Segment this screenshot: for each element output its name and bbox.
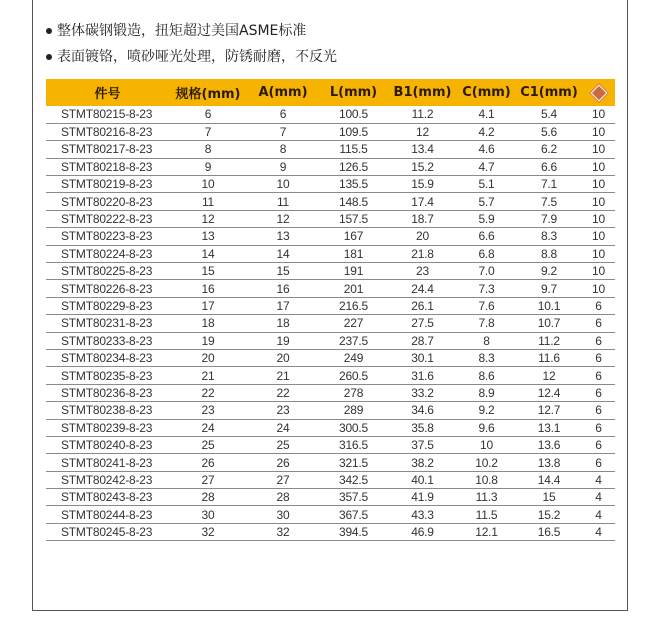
cell-size: 20 <box>169 349 247 366</box>
cell-l: 109.5 <box>319 123 388 140</box>
cell-c: 8.3 <box>457 349 516 366</box>
cell-part-no: STMT80234-8-23 <box>46 349 169 366</box>
cell-l: 249 <box>319 349 388 366</box>
cell-a: 24 <box>247 419 319 436</box>
cell-part-no: STMT80231-8-23 <box>46 315 169 332</box>
cell-part-no: STMT80216-8-23 <box>46 123 169 140</box>
cell-c1: 14.4 <box>516 471 582 488</box>
cell-c1: 16.5 <box>516 523 582 540</box>
cell-size: 13 <box>169 228 247 245</box>
cell-part-no: STMT80238-8-23 <box>46 402 169 419</box>
table-row <box>46 315 615 332</box>
cell-l: 157.5 <box>319 210 388 227</box>
cell-c1: 10.7 <box>516 315 582 332</box>
cell-size: 12 <box>169 210 247 227</box>
cell-size: 17 <box>169 297 247 314</box>
cell-part-no: STMT80239-8-23 <box>46 419 169 436</box>
cell-b1: 30.1 <box>388 349 457 366</box>
cell-size: 7 <box>169 123 247 140</box>
cell-pack-qty: 4 <box>582 471 615 488</box>
cell-part-no: STMT80223-8-23 <box>46 228 169 245</box>
cell-c1: 10.1 <box>516 297 582 314</box>
cell-c: 11.3 <box>457 489 516 506</box>
cell-part-no: STMT80218-8-23 <box>46 158 169 175</box>
cell-a: 26 <box>247 454 319 471</box>
cell-c: 9.6 <box>457 419 516 436</box>
header-part-no: 件号 <box>94 87 121 102</box>
spec-table <box>46 79 615 541</box>
table-row <box>46 193 615 210</box>
cell-l: 394.5 <box>319 523 388 540</box>
cell-b1: 43.3 <box>388 506 457 523</box>
cell-pack-qty: 4 <box>582 506 615 523</box>
cell-b1: 17.4 <box>388 193 457 210</box>
header-c1: C1(mm) <box>520 85 578 100</box>
cell-part-no: STMT80229-8-23 <box>46 297 169 314</box>
cell-pack-qty: 10 <box>582 210 615 227</box>
cell-c: 5.9 <box>457 210 516 227</box>
cell-b1: 31.6 <box>388 367 457 384</box>
table-row <box>46 106 615 123</box>
cell-pack-qty: 6 <box>582 402 615 419</box>
cell-b1: 26.1 <box>388 297 457 314</box>
cell-pack-qty: 10 <box>582 176 615 193</box>
cell-a: 12 <box>247 210 319 227</box>
cell-a: 27 <box>247 471 319 488</box>
cell-b1: 15.2 <box>388 158 457 175</box>
cell-part-no: STMT80219-8-23 <box>46 176 169 193</box>
cell-c1: 12.4 <box>516 384 582 401</box>
cell-pack-qty: 6 <box>582 332 615 349</box>
cell-l: 100.5 <box>319 106 388 123</box>
cell-c: 4.1 <box>457 106 516 123</box>
cell-size: 25 <box>169 436 247 453</box>
cell-size: 23 <box>169 402 247 419</box>
cell-part-no: STMT80225-8-23 <box>46 263 169 280</box>
feature-list <box>46 18 337 70</box>
bullet-dot-icon <box>46 54 52 60</box>
cell-b1: 11.2 <box>388 106 457 123</box>
cell-c1: 5.4 <box>516 106 582 123</box>
cell-c1: 15 <box>516 489 582 506</box>
cell-l: 216.5 <box>319 297 388 314</box>
cell-c1: 15.2 <box>516 506 582 523</box>
cell-a: 18 <box>247 315 319 332</box>
cell-c1: 7.1 <box>516 176 582 193</box>
cell-b1: 20 <box>388 228 457 245</box>
cell-b1: 34.6 <box>388 402 457 419</box>
cell-c: 8.9 <box>457 384 516 401</box>
cell-b1: 12 <box>388 123 457 140</box>
cell-pack-qty: 10 <box>582 228 615 245</box>
cell-pack-qty: 6 <box>582 419 615 436</box>
cell-part-no: STMT80243-8-23 <box>46 489 169 506</box>
package-diamond-icon <box>590 84 607 101</box>
cell-b1: 37.5 <box>388 436 457 453</box>
cell-pack-qty: 10 <box>582 158 615 175</box>
cell-pack-qty: 4 <box>582 523 615 540</box>
cell-c1: 11.2 <box>516 332 582 349</box>
table-row <box>46 210 615 227</box>
cell-pack-qty: 6 <box>582 349 615 366</box>
cell-l: 300.5 <box>319 419 388 436</box>
cell-l: 181 <box>319 245 388 262</box>
cell-a: 13 <box>247 228 319 245</box>
header-l: L(mm) <box>329 85 378 100</box>
cell-pack-qty: 10 <box>582 263 615 280</box>
cell-c: 8.6 <box>457 367 516 384</box>
cell-part-no: STMT80236-8-23 <box>46 384 169 401</box>
cell-size: 6 <box>169 106 247 123</box>
cell-b1: 23 <box>388 263 457 280</box>
cell-l: 260.5 <box>319 367 388 384</box>
cell-size: 26 <box>169 454 247 471</box>
table-row <box>46 419 615 436</box>
table-row <box>46 506 615 523</box>
cell-size: 18 <box>169 315 247 332</box>
cell-b1: 38.2 <box>388 454 457 471</box>
cell-size: 32 <box>169 523 247 540</box>
cell-c1: 13.8 <box>516 454 582 471</box>
cell-part-no: STMT80222-8-23 <box>46 210 169 227</box>
cell-l: 135.5 <box>319 176 388 193</box>
cell-part-no: STMT80220-8-23 <box>46 193 169 210</box>
cell-a: 28 <box>247 489 319 506</box>
cell-a: 7 <box>247 123 319 140</box>
feature-text: 整体碳钢锻造，扭矩超过美国ASME标准 <box>57 23 307 39</box>
cell-l: 237.5 <box>319 332 388 349</box>
cell-c: 11.5 <box>457 506 516 523</box>
cell-part-no: STMT80224-8-23 <box>46 245 169 262</box>
cell-l: 167 <box>319 228 388 245</box>
cell-l: 115.5 <box>319 141 388 158</box>
cell-a: 20 <box>247 349 319 366</box>
cell-c1: 6.2 <box>516 141 582 158</box>
header-c: C(mm) <box>462 85 511 100</box>
cell-a: 9 <box>247 158 319 175</box>
cell-size: 30 <box>169 506 247 523</box>
cell-c1: 8.3 <box>516 228 582 245</box>
cell-a: 8 <box>247 141 319 158</box>
cell-size: 16 <box>169 280 247 297</box>
cell-l: 201 <box>319 280 388 297</box>
cell-c1: 8.8 <box>516 245 582 262</box>
table-row <box>46 523 615 540</box>
cell-pack-qty: 10 <box>582 123 615 140</box>
cell-pack-qty: 10 <box>582 245 615 262</box>
cell-c: 7.8 <box>457 315 516 332</box>
cell-pack-qty: 6 <box>582 297 615 314</box>
table-row <box>46 176 615 193</box>
table-row <box>46 402 615 419</box>
cell-c1: 7.5 <box>516 193 582 210</box>
cell-size: 9 <box>169 158 247 175</box>
cell-part-no: STMT80241-8-23 <box>46 454 169 471</box>
cell-pack-qty: 4 <box>582 489 615 506</box>
cell-l: 342.5 <box>319 471 388 488</box>
cell-size: 21 <box>169 367 247 384</box>
cell-c: 10.8 <box>457 471 516 488</box>
table-row <box>46 489 615 506</box>
table-row <box>46 332 615 349</box>
cell-l: 191 <box>319 263 388 280</box>
cell-b1: 46.9 <box>388 523 457 540</box>
cell-part-no: STMT80245-8-23 <box>46 523 169 540</box>
cell-c1: 13.6 <box>516 436 582 453</box>
cell-size: 10 <box>169 176 247 193</box>
cell-a: 23 <box>247 402 319 419</box>
cell-c: 4.7 <box>457 158 516 175</box>
cell-l: 148.5 <box>319 193 388 210</box>
cell-pack-qty: 10 <box>582 106 615 123</box>
cell-part-no: STMT80240-8-23 <box>46 436 169 453</box>
cell-pack-qty: 10 <box>582 141 615 158</box>
header-b1: B1(mm) <box>393 85 452 100</box>
cell-b1: 28.7 <box>388 332 457 349</box>
cell-a: 22 <box>247 384 319 401</box>
cell-b1: 33.2 <box>388 384 457 401</box>
cell-b1: 15.9 <box>388 176 457 193</box>
cell-part-no: STMT80244-8-23 <box>46 506 169 523</box>
cell-c: 10.2 <box>457 454 516 471</box>
table-row <box>46 384 615 401</box>
cell-size: 14 <box>169 245 247 262</box>
cell-a: 6 <box>247 106 319 123</box>
cell-l: 126.5 <box>319 158 388 175</box>
cell-size: 15 <box>169 263 247 280</box>
cell-c: 5.1 <box>457 176 516 193</box>
cell-pack-qty: 6 <box>582 436 615 453</box>
cell-pack-qty: 10 <box>582 193 615 210</box>
cell-part-no: STMT80226-8-23 <box>46 280 169 297</box>
header-size: 规格(mm) <box>175 87 241 102</box>
cell-pack-qty: 6 <box>582 384 615 401</box>
cell-c: 6.8 <box>457 245 516 262</box>
cell-a: 10 <box>247 176 319 193</box>
cell-l: 367.5 <box>319 506 388 523</box>
cell-c: 8 <box>457 332 516 349</box>
cell-size: 24 <box>169 419 247 436</box>
header-a: A(mm) <box>258 85 308 100</box>
table-row <box>46 471 615 488</box>
header-pack-qty <box>582 79 615 106</box>
cell-pack-qty: 6 <box>582 315 615 332</box>
cell-c1: 9.7 <box>516 280 582 297</box>
cell-c1: 12.7 <box>516 402 582 419</box>
cell-c: 5.7 <box>457 193 516 210</box>
cell-part-no: STMT80235-8-23 <box>46 367 169 384</box>
cell-c: 12.1 <box>457 523 516 540</box>
cell-a: 14 <box>247 245 319 262</box>
cell-l: 357.5 <box>319 489 388 506</box>
feature-item <box>46 44 337 70</box>
table-row <box>46 123 615 140</box>
cell-c1: 9.2 <box>516 263 582 280</box>
cell-l: 289 <box>319 402 388 419</box>
cell-c: 4.6 <box>457 141 516 158</box>
cell-b1: 41.9 <box>388 489 457 506</box>
cell-a: 25 <box>247 436 319 453</box>
cell-a: 16 <box>247 280 319 297</box>
cell-c1: 6.6 <box>516 158 582 175</box>
table-row <box>46 349 615 366</box>
cell-c: 9.2 <box>457 402 516 419</box>
table-row <box>46 367 615 384</box>
cell-part-no: STMT80217-8-23 <box>46 141 169 158</box>
cell-part-no: STMT80242-8-23 <box>46 471 169 488</box>
cell-size: 8 <box>169 141 247 158</box>
cell-b1: 40.1 <box>388 471 457 488</box>
table-header-row <box>46 79 615 106</box>
cell-part-no: STMT80233-8-23 <box>46 332 169 349</box>
cell-a: 15 <box>247 263 319 280</box>
cell-a: 19 <box>247 332 319 349</box>
cell-l: 321.5 <box>319 454 388 471</box>
cell-pack-qty: 6 <box>582 454 615 471</box>
cell-c: 10 <box>457 436 516 453</box>
cell-b1: 18.7 <box>388 210 457 227</box>
table-row <box>46 228 615 245</box>
table-row <box>46 245 615 262</box>
cell-a: 30 <box>247 506 319 523</box>
cell-b1: 35.8 <box>388 419 457 436</box>
cell-b1: 21.8 <box>388 245 457 262</box>
cell-c1: 11.6 <box>516 349 582 366</box>
cell-c1: 5.6 <box>516 123 582 140</box>
cell-c: 6.6 <box>457 228 516 245</box>
cell-pack-qty: 10 <box>582 280 615 297</box>
feature-item <box>46 18 337 44</box>
cell-c1: 12 <box>516 367 582 384</box>
cell-size: 28 <box>169 489 247 506</box>
cell-c: 7.3 <box>457 280 516 297</box>
cell-l: 316.5 <box>319 436 388 453</box>
cell-c: 4.2 <box>457 123 516 140</box>
cell-pack-qty: 6 <box>582 367 615 384</box>
cell-size: 22 <box>169 384 247 401</box>
cell-c1: 13.1 <box>516 419 582 436</box>
feature-text: 表面镀铬，喷砂哑光处理，防锈耐磨，不反光 <box>57 49 337 65</box>
cell-a: 11 <box>247 193 319 210</box>
cell-a: 21 <box>247 367 319 384</box>
cell-c: 7.6 <box>457 297 516 314</box>
cell-b1: 27.5 <box>388 315 457 332</box>
cell-size: 19 <box>169 332 247 349</box>
cell-size: 27 <box>169 471 247 488</box>
cell-c: 7.0 <box>457 263 516 280</box>
table-row <box>46 141 615 158</box>
bullet-dot-icon <box>46 28 52 34</box>
cell-c1: 7.9 <box>516 210 582 227</box>
cell-a: 17 <box>247 297 319 314</box>
table-row <box>46 280 615 297</box>
cell-size: 11 <box>169 193 247 210</box>
cell-a: 32 <box>247 523 319 540</box>
table-row <box>46 297 615 314</box>
cell-part-no: STMT80215-8-23 <box>46 106 169 123</box>
table-row <box>46 158 615 175</box>
table-row <box>46 263 615 280</box>
table-row <box>46 436 615 453</box>
cell-l: 278 <box>319 384 388 401</box>
table-row <box>46 454 615 471</box>
cell-l: 227 <box>319 315 388 332</box>
cell-b1: 24.4 <box>388 280 457 297</box>
cell-b1: 13.4 <box>388 141 457 158</box>
